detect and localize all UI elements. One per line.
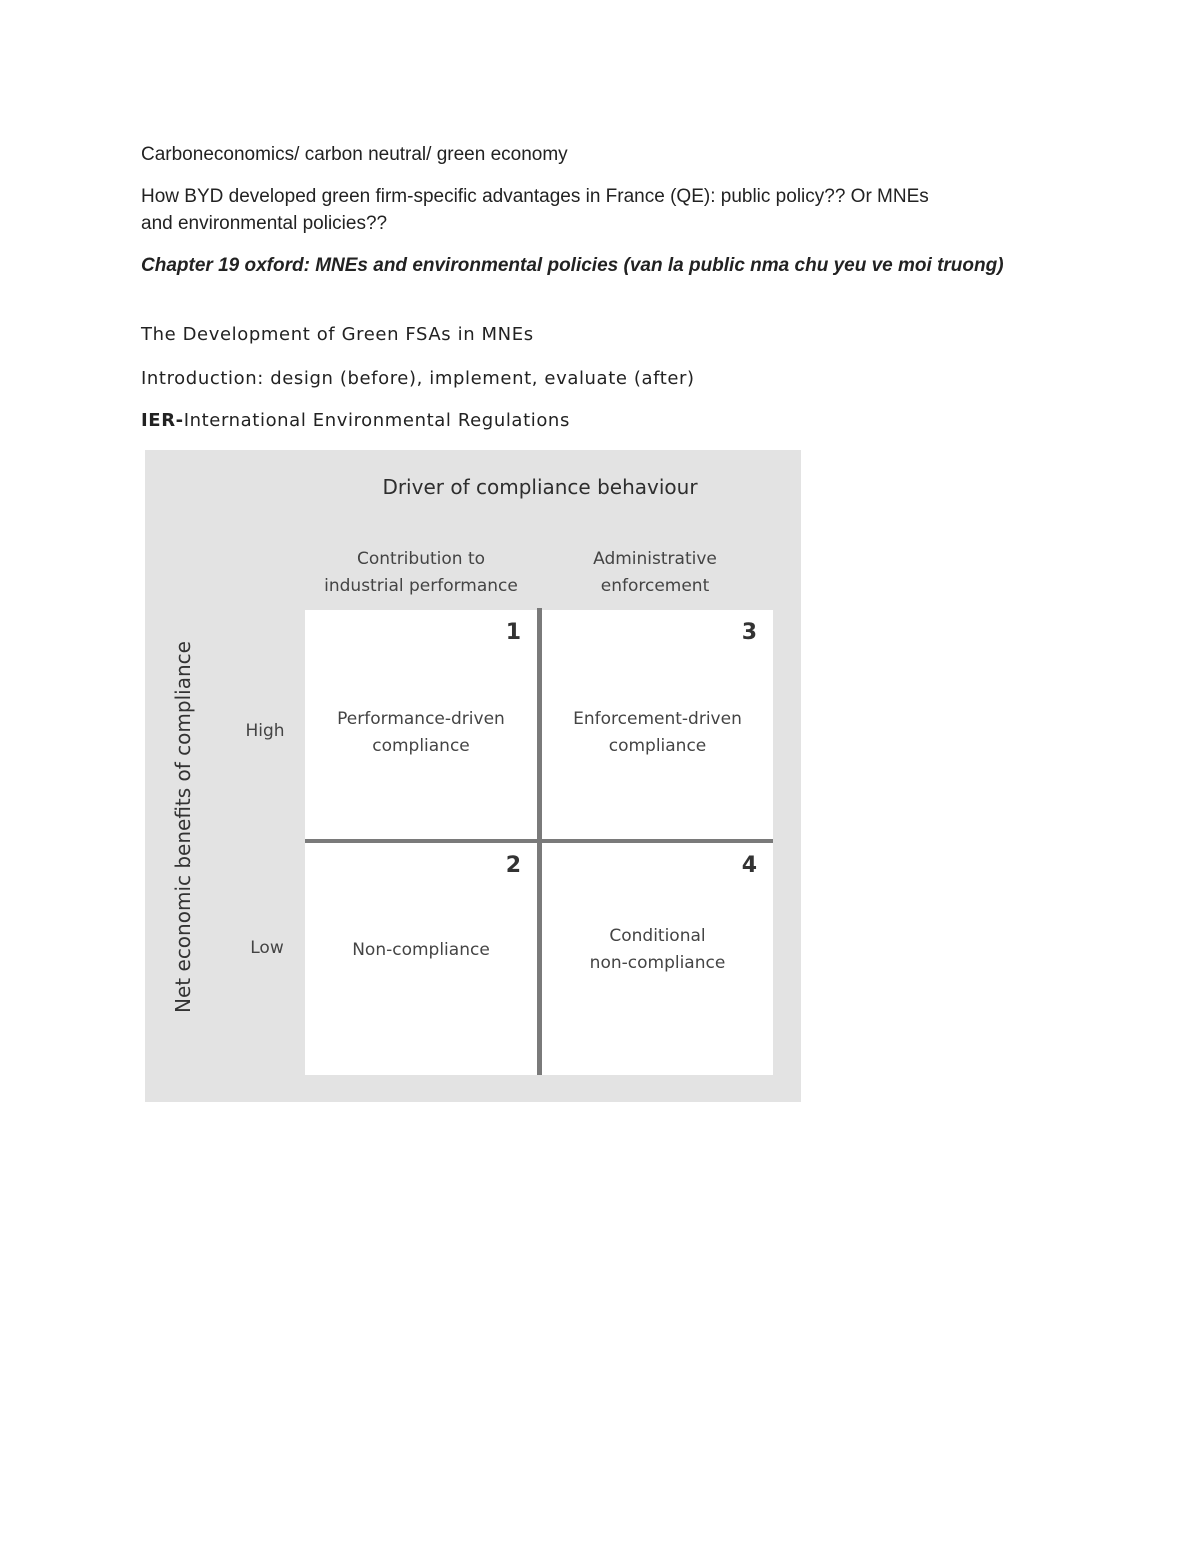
quadrant-label-line: Enforcement-driven	[573, 709, 742, 729]
ier-definition: International Environmental Regulations	[183, 410, 570, 431]
quadrant-label-line: Conditional	[609, 926, 706, 946]
question-line-1: How BYD developed green firm-specific advantages in France (QE): public policy?? Or MNEs	[141, 186, 929, 207]
quadrant-label-line: Non-compliance	[352, 940, 490, 960]
quadrant-number: 1	[505, 620, 521, 645]
quadrant-label-line: compliance	[372, 736, 470, 756]
matrix-grid	[305, 610, 773, 1075]
column-header-line: Administrative	[593, 549, 717, 569]
row-header-low: Low	[250, 938, 284, 958]
column-header-industrial-performance	[304, 546, 538, 600]
ier-dash: -	[175, 410, 184, 431]
quadrant-label	[542, 706, 773, 760]
quadrant-label	[305, 706, 537, 760]
quadrant-enforcement-driven	[542, 610, 773, 839]
horizontal-divider	[305, 839, 773, 843]
y-axis-label: Net economic benefits of compliance	[171, 641, 195, 1013]
column-header-line: industrial performance	[324, 576, 518, 596]
quadrant-label-line: compliance	[608, 736, 707, 756]
quadrant-number: 3	[741, 620, 757, 645]
quadrant-label-line: non-compliance	[589, 953, 726, 973]
ier-line	[141, 407, 570, 434]
column-header-administrative-enforcement	[538, 546, 772, 600]
section-title: The Development of Green FSAs in MNEs	[141, 324, 534, 345]
quadrant-conditional-non-compliance	[542, 843, 773, 1075]
figure-title: Driver of compliance behaviour	[382, 475, 698, 499]
quadrant-performance-driven	[305, 610, 537, 839]
column-header-line: Contribution to	[356, 549, 486, 569]
question-line-2: and environmental policies??	[141, 213, 388, 234]
quadrant-non-compliance	[305, 843, 537, 1075]
quadrant-number: 4	[741, 853, 757, 878]
quadrant-label	[305, 937, 537, 964]
chapter-heading: Chapter 19 oxford: MNEs and environmental policies (van la public nma chu yeu ve moi truong)	[141, 255, 1004, 276]
quadrant-number: 2	[505, 853, 521, 878]
topic-line: Carboneconomics/ carbon neutral/ green economy	[141, 144, 568, 165]
quadrant-label	[542, 923, 773, 977]
ier-abbreviation: IER	[141, 410, 176, 431]
row-header-high: High	[245, 721, 285, 741]
introduction-line: Introduction: design (before), implement, evaluate (after)	[141, 368, 695, 389]
compliance-matrix-figure	[145, 450, 801, 1102]
quadrant-label-line: Performance-driven	[337, 709, 505, 729]
column-header-line: enforcement	[600, 576, 710, 596]
